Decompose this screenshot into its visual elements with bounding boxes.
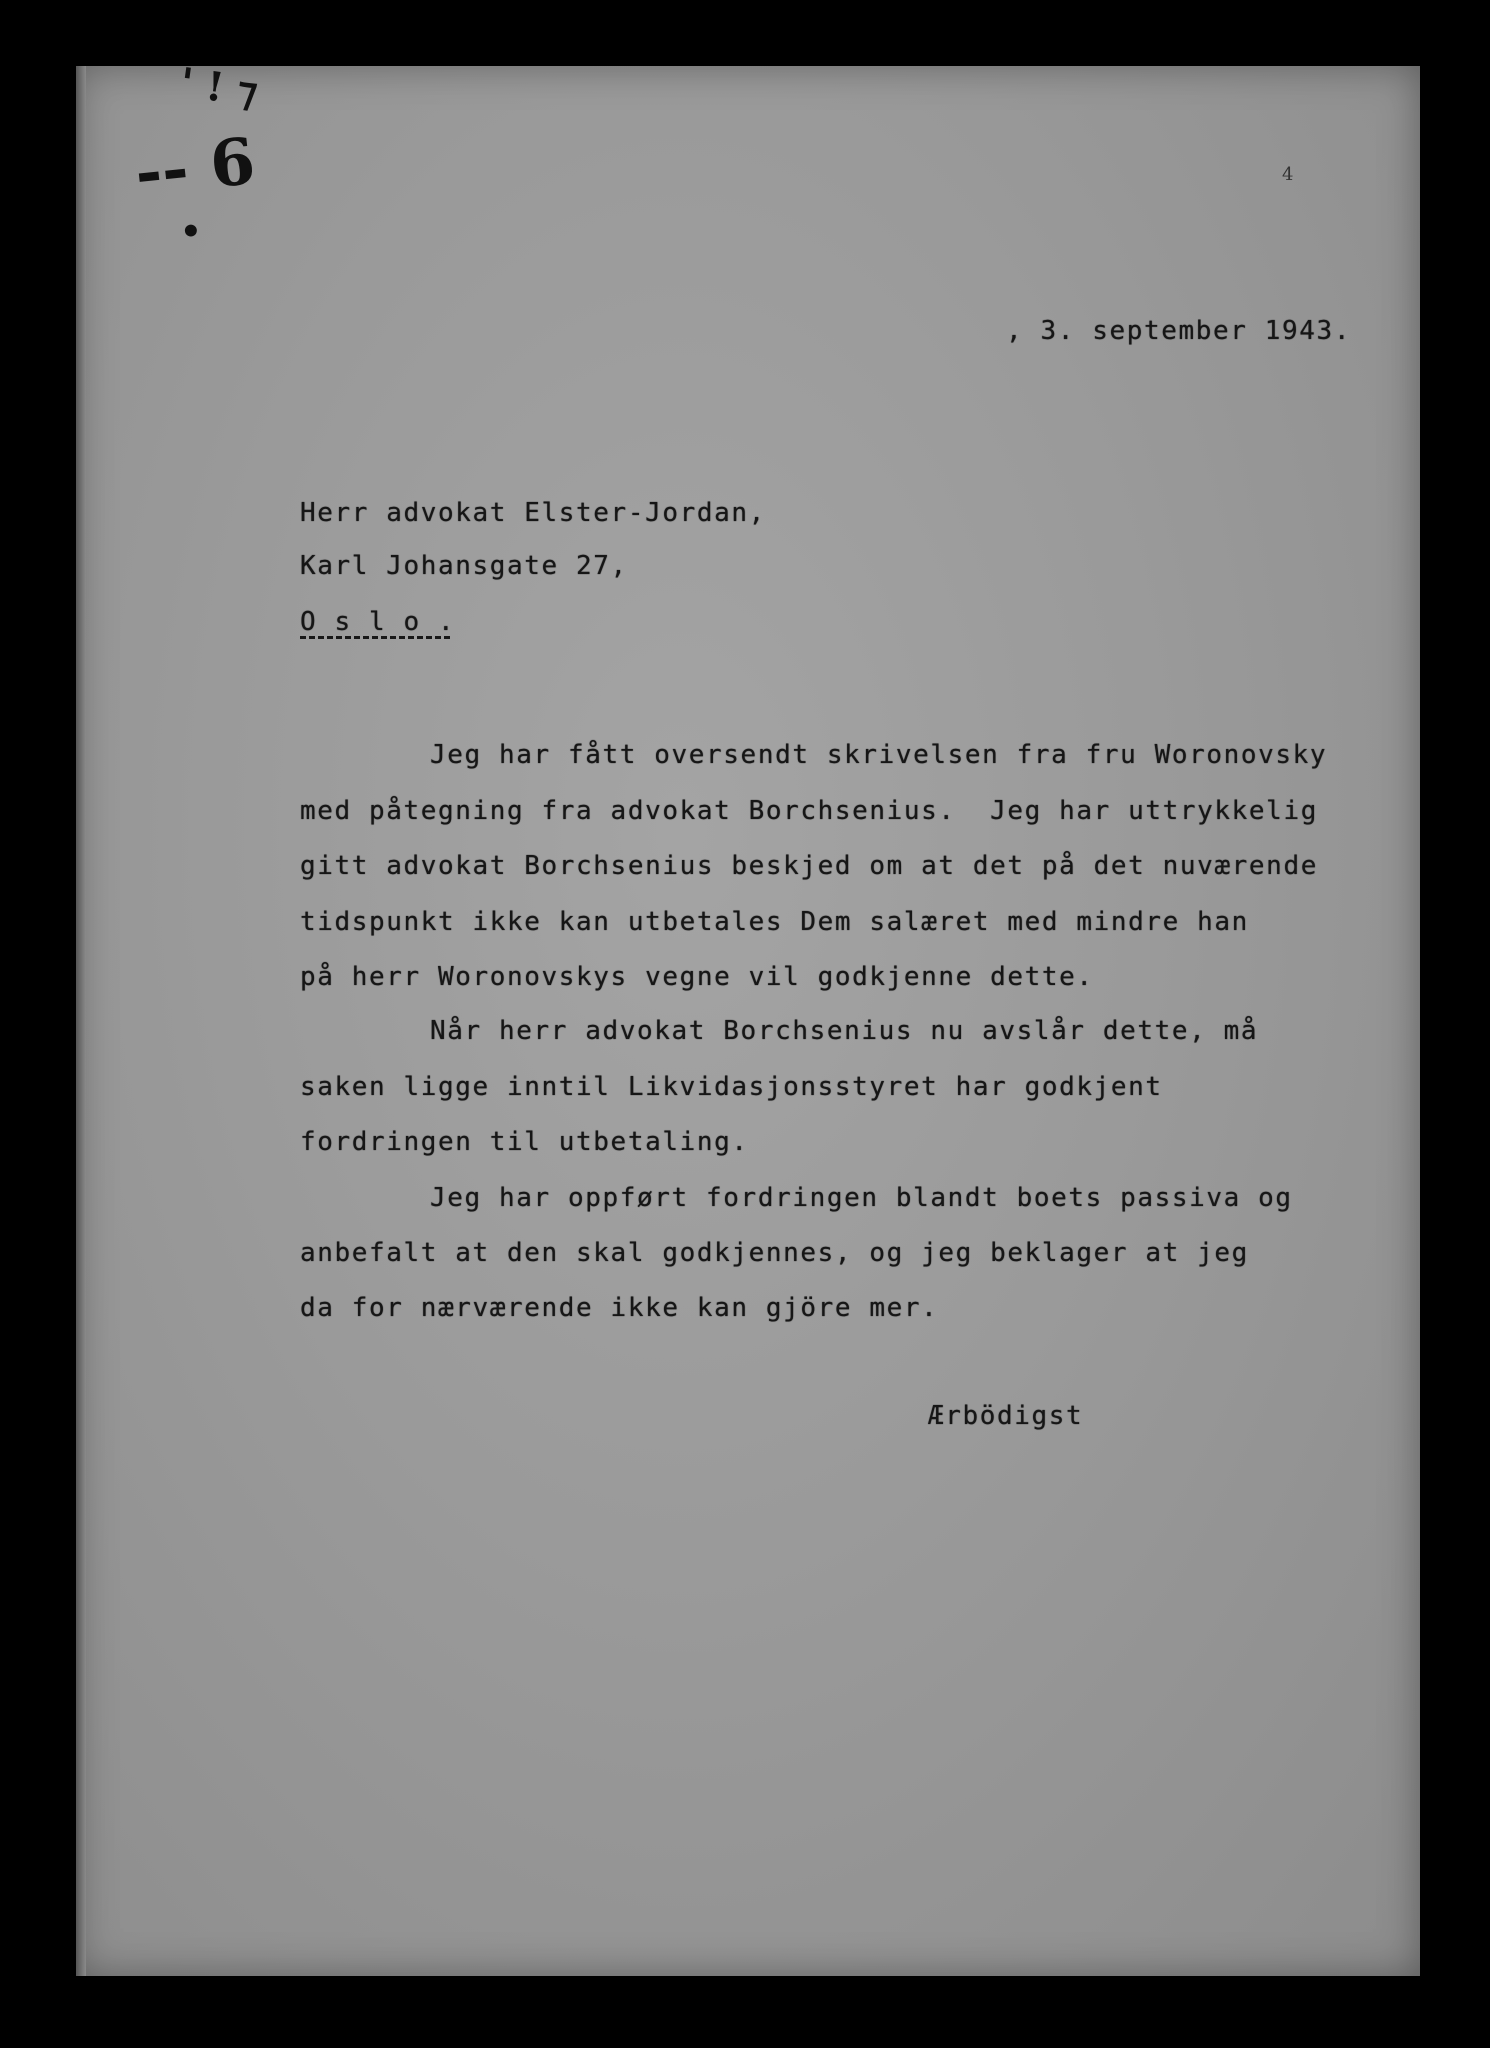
recipient-name: Herr advokat Elster-Jordan, (300, 498, 766, 528)
ink-dot: • (180, 212, 202, 252)
letter-date: , 3. september 1943. (1006, 316, 1352, 346)
body-line: med påtegning fra advokat Borchsenius. Jeg har uttrykkelig (300, 796, 1318, 826)
body-line: Jeg har oppført fordringen blandt boets passiva og (430, 1183, 1293, 1213)
body-line: Jeg har fått oversendt skrivelsen fra fru Woronovsky (430, 740, 1328, 770)
body-line: anbefalt at den skal godkjennes, og jeg beklager at jeg (300, 1238, 1249, 1268)
closing-salutation: Ærbödigst (928, 1401, 1084, 1431)
body-line: fordringen til utbetaling. (300, 1127, 749, 1157)
handwritten-mark-middle: -- 6 (131, 123, 259, 212)
recipient-street: Karl Johansgate 27, (300, 551, 628, 581)
body-line: da for nærværende ikke kan gjöre mer. (300, 1293, 939, 1323)
body-line: på herr Woronovskys vegne vil godkjenne dette. (300, 962, 1094, 992)
handwritten-mark-top: ' ! ⁊ (177, 58, 261, 117)
address-underline (300, 636, 450, 639)
recipient-city: O s l o . (300, 607, 456, 637)
body-line: saken ligge inntil Likvidasjonsstyret har godkjent (300, 1072, 1163, 1102)
body-line: Når herr advokat Borchsenius nu avslår dette, må (430, 1016, 1259, 1046)
body-line: tidspunkt ikke kan utbetales Dem salæret med mindre han (300, 907, 1249, 937)
corner-mark: 4 (1282, 164, 1294, 185)
sheet-left-edge (76, 66, 86, 1976)
body-line: gitt advokat Borchsenius beskjed om at det på det nuværende (300, 851, 1318, 881)
